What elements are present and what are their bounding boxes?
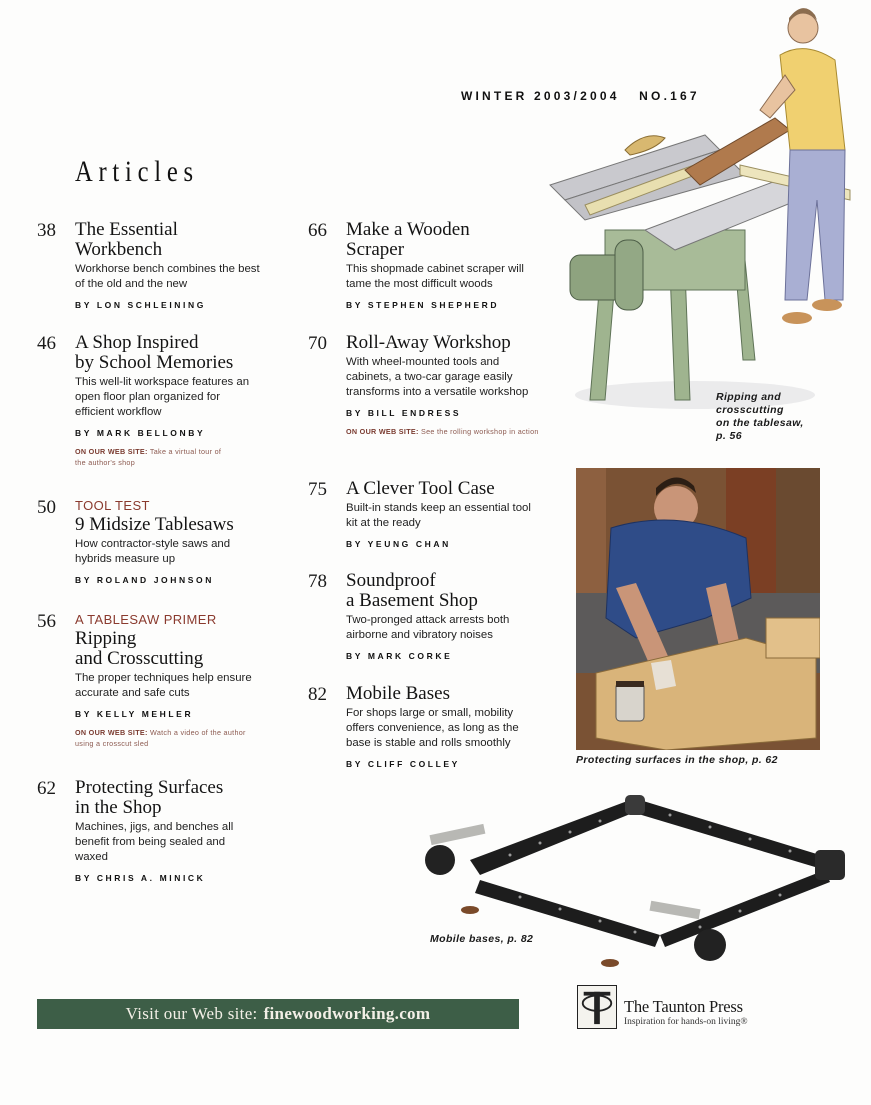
article-kicker: TOOL TEST <box>75 498 150 513</box>
article-description: Two-pronged attack arrests both airborne and vibratory noises <box>346 614 510 641</box>
article-byline: BY BILL ENDRESS <box>346 408 462 418</box>
article-byline: BY ROLAND JOHNSON <box>75 575 214 585</box>
article-byline: BY STEPHEN SHEPHERD <box>346 300 500 310</box>
article-byline: BY CLIFF COLLEY <box>346 759 460 769</box>
article-title <box>75 778 315 818</box>
page-number: 38 <box>37 220 56 241</box>
article-description: This shopmade cabinet scraper will tame the most difficult woods <box>346 263 524 290</box>
page-number: 46 <box>37 333 56 354</box>
article-description: Workhorse bench combines the best of the old and the new <box>75 263 260 290</box>
article-78[interactable] <box>308 570 586 661</box>
article-byline: BY MARK CORKE <box>346 651 453 661</box>
web-note[interactable] <box>75 727 260 749</box>
page-number: 50 <box>37 497 56 518</box>
website-banner[interactable] <box>37 999 519 1029</box>
article-description: This well-lit workspace features an open floor plan organized for efficient workflow <box>75 376 250 418</box>
caption-line: Ripping and <box>716 391 782 403</box>
article-byline: BY LON SCHLEINING <box>75 300 206 310</box>
title-line: 9 Midsize Tablesaws <box>75 514 234 535</box>
article-byline: BY KELLY MEHLER <box>75 709 194 719</box>
web-note[interactable] <box>75 446 225 468</box>
photo-caption: Protecting surfaces in the shop, p. 62 <box>576 754 778 766</box>
page-number: 66 <box>308 220 327 241</box>
publisher-logo <box>577 985 797 1031</box>
title-line: The Essential <box>75 219 178 240</box>
article-title <box>346 684 586 704</box>
article-description: With wheel-mounted tools and cabinets, a two-car garage easily transforms into a versatile workshop <box>346 356 529 398</box>
title-line: Scraper <box>346 239 405 260</box>
article-byline: BY MARK BELLONBY <box>75 428 206 438</box>
article-62[interactable] <box>37 777 315 883</box>
tablesaw-illustration <box>545 0 871 420</box>
article-46[interactable] <box>37 332 315 468</box>
web-note-text: Watch a video of the author using a crosscut sled <box>75 728 246 748</box>
page-number: 56 <box>37 611 56 632</box>
article-kicker: A TABLESAW PRIMER <box>75 612 217 627</box>
article-title <box>346 479 586 499</box>
taunton-t-logo-icon <box>577 985 617 1029</box>
website-link[interactable]: finewoodworking.com <box>263 1004 431 1023</box>
web-note[interactable] <box>346 426 566 437</box>
title-line: Roll-Away Workshop <box>346 332 511 353</box>
mobile-base-photo <box>400 785 860 975</box>
article-byline: BY CHRIS A. MINICK <box>75 873 206 883</box>
title-line: A Clever Tool Case <box>346 478 495 499</box>
article-38[interactable] <box>37 219 315 310</box>
issue-line: WINTER 2003/2004 NO.167 <box>461 89 700 103</box>
title-line: Make a Wooden <box>346 219 470 240</box>
web-note-label: ON OUR WEB SITE: <box>75 447 148 456</box>
article-title <box>75 515 315 535</box>
title-line: a Basement Shop <box>346 590 478 611</box>
banner-prefix: Visit our Web site: <box>125 1004 258 1023</box>
title-line: Protecting Surfaces <box>75 777 224 798</box>
page-number: 75 <box>308 479 327 500</box>
article-description: Built-in stands keep an essential tool kit at the ready <box>346 502 531 529</box>
web-note-text: See the rolling workshop in action <box>421 427 539 436</box>
article-title <box>75 333 315 373</box>
article-title <box>75 220 315 260</box>
caption-line: p. 56 <box>716 430 742 442</box>
page-number: 82 <box>308 684 327 705</box>
article-56[interactable] <box>37 611 315 749</box>
tablesaw-caption <box>716 391 804 443</box>
caption-line: crosscutting <box>716 404 784 416</box>
mobile-base-caption: Mobile bases, p. 82 <box>430 933 534 945</box>
page-title: Articles <box>75 155 199 188</box>
publisher-tagline: Inspiration for hands-on living® <box>624 1017 748 1027</box>
web-note-label: ON OUR WEB SITE: <box>346 427 419 436</box>
title-line: in the Shop <box>75 797 162 818</box>
article-description: How contractor-style saws and hybrids measure up <box>75 538 231 565</box>
article-description: For shops large or small, mobility offers convenience, as long as the base is stable and rolls smoothly <box>346 707 519 749</box>
article-82[interactable] <box>308 683 586 769</box>
article-byline: BY YEUNG CHAN <box>346 539 451 549</box>
page-number: 70 <box>308 333 327 354</box>
web-note-label: ON OUR WEB SITE: <box>75 728 148 737</box>
article-75[interactable] <box>308 478 586 549</box>
article-description: Machines, jigs, and benches all benefit from being sealed and waxed <box>75 821 234 863</box>
title-line: Mobile Bases <box>346 683 450 704</box>
title-line: and Crosscutting <box>75 648 204 669</box>
caption-line: on the tablesaw, <box>716 417 804 429</box>
page-number: 78 <box>308 571 327 592</box>
article-50[interactable] <box>37 497 315 585</box>
title-line: A Shop Inspired <box>75 332 199 353</box>
article-title <box>75 629 315 669</box>
title-line: by School Memories <box>75 352 234 373</box>
title-line: Soundproof <box>346 570 436 591</box>
publisher-name: The Taunton Press <box>624 997 743 1016</box>
page-number: 62 <box>37 778 56 799</box>
article-title <box>346 571 586 611</box>
title-line: Ripping <box>75 628 137 649</box>
title-line: Workbench <box>75 239 163 260</box>
protecting-surfaces-photo <box>576 468 820 750</box>
web-note-text: Take a virtual tour of the author's shop <box>75 447 222 467</box>
article-description: The proper techniques help ensure accurate and safe cuts <box>75 672 252 699</box>
